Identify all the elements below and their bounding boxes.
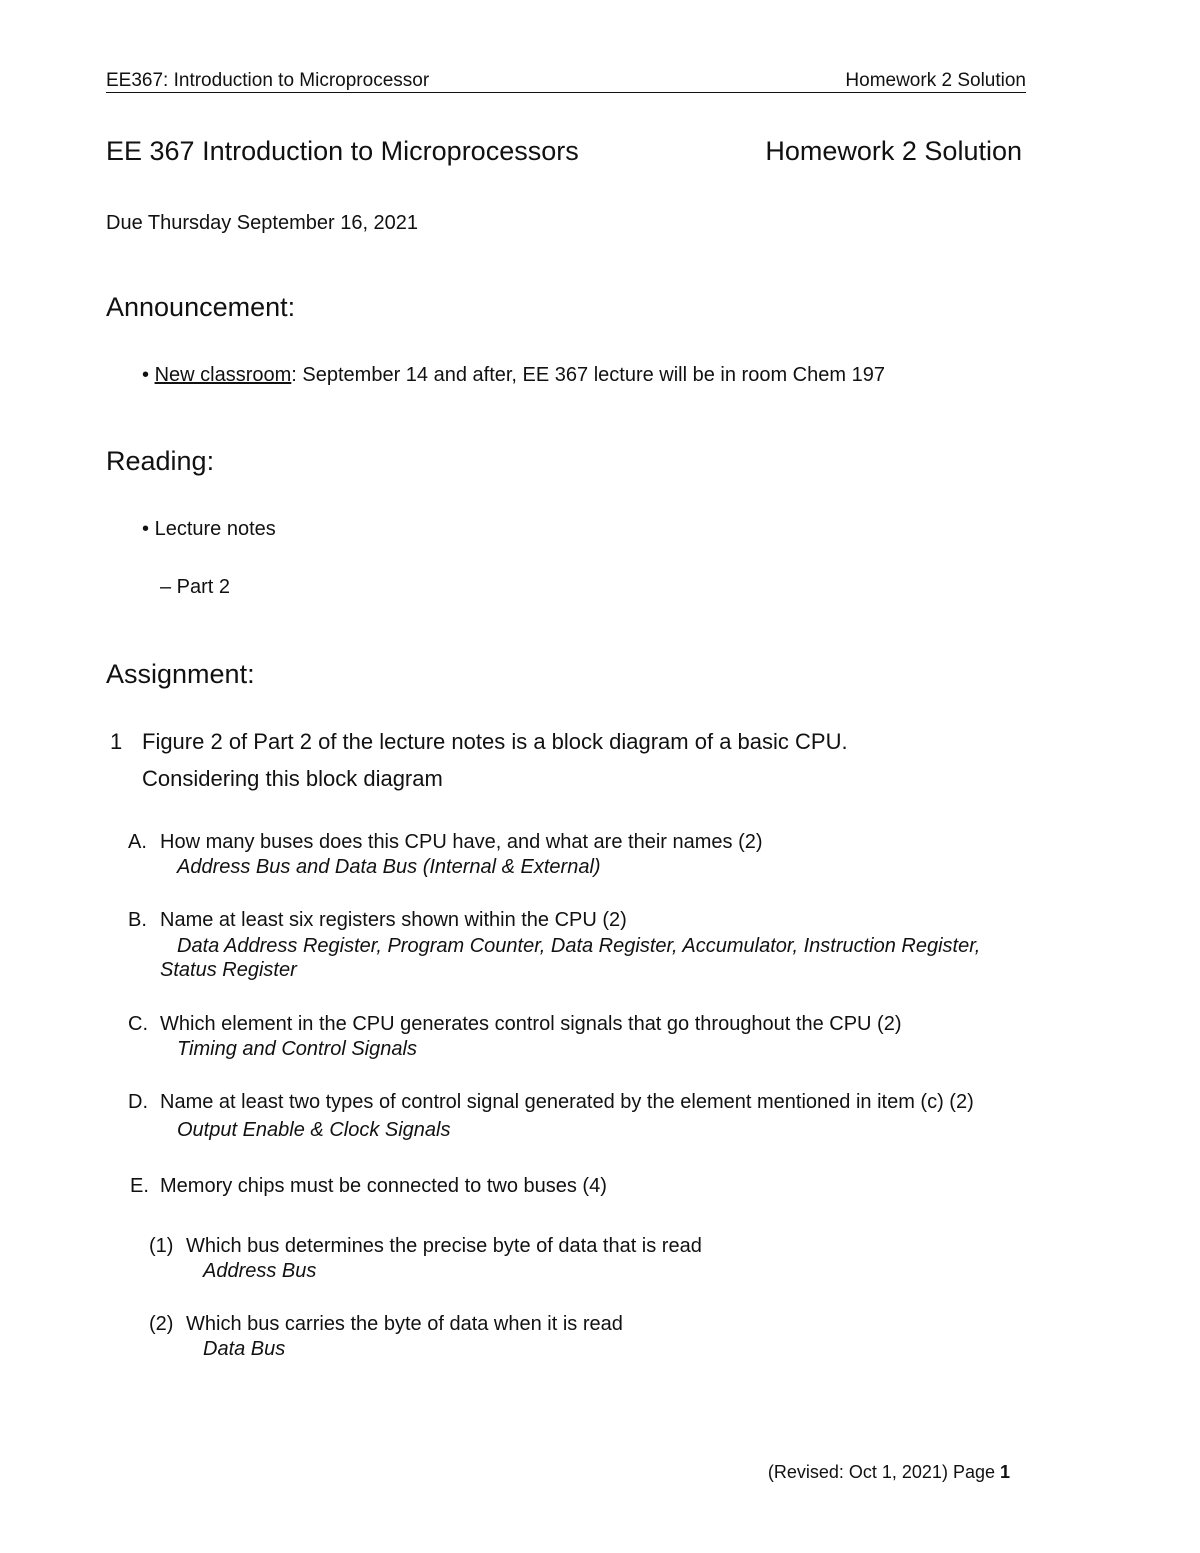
part-b-answer-line2: Status Register xyxy=(160,959,297,981)
part-e-sub1-answer: Address Bus xyxy=(203,1260,317,1282)
question-text-line1: Figure 2 of Part 2 of the lecture notes is a block diagram of a basic CPU. xyxy=(142,729,848,754)
part-b-label: B. xyxy=(128,909,147,931)
part-d-answer: Output Enable & Clock Signals xyxy=(177,1119,451,1141)
page-footer xyxy=(768,1462,1010,1483)
title-row xyxy=(106,136,1022,172)
part-a-answer: Address Bus and Data Bus (Internal & External) xyxy=(177,856,601,878)
announcement-heading: Announcement: xyxy=(106,292,296,322)
part-c-answer: Timing and Control Signals xyxy=(177,1038,417,1060)
part-e-sub1-label: (1) xyxy=(149,1235,174,1257)
part-b-question: Name at least six registers shown within the CPU (2) xyxy=(160,909,627,931)
question-text-line2: Considering this block diagram xyxy=(142,766,443,791)
running-header-course: EE367: Introduction to Microprocessor xyxy=(106,70,430,91)
reading-item-text: Lecture notes xyxy=(154,518,276,540)
part-a-question: How many buses does this CPU have, and what are their names (2) xyxy=(160,831,763,853)
part-d-label: D. xyxy=(128,1091,148,1113)
part-e-sub1-question: Which bus determines the precise byte of data that is read xyxy=(186,1235,702,1257)
part-e-label: E. xyxy=(130,1175,149,1197)
page-title: EE 367 Introduction to Microprocessors xyxy=(106,136,579,166)
part-c-question: Which element in the CPU generates control signals that go throughout the CPU (2) xyxy=(160,1013,902,1035)
bullet-icon: • xyxy=(142,364,150,386)
question-number: 1 xyxy=(110,729,123,754)
part-e-sub2-answer: Data Bus xyxy=(203,1338,286,1360)
part-b-answer-line1: Data Address Register, Program Counter, Data Register, Accumulator, Instruction Register, xyxy=(177,935,981,957)
due-date: Due Thursday September 16, 2021 xyxy=(106,212,419,234)
part-e-sub2-label: (2) xyxy=(149,1313,174,1335)
page-number: 1 xyxy=(999,1462,1010,1482)
page-subtitle: Homework 2 Solution xyxy=(765,136,1022,166)
part-e-sub2-question: Which bus carries the byte of data when it is read xyxy=(186,1313,623,1335)
assignment-heading: Assignment: xyxy=(106,659,255,689)
reading-heading: Reading: xyxy=(106,446,215,476)
announcement-item xyxy=(142,364,885,387)
bullet-icon: • xyxy=(142,518,150,540)
part-e-question: Memory chips must be connected to two buses (4) xyxy=(160,1175,607,1197)
part-c-label: C. xyxy=(128,1013,148,1035)
announcement-text: : September 14 and after, EE 367 lecture will be in room Chem 197 xyxy=(291,364,885,386)
reading-sub-item: – Part 2 xyxy=(160,576,231,598)
footer-revision: (Revised: Oct 1, 2021) Page xyxy=(767,1462,1000,1482)
part-a-label: A. xyxy=(128,831,147,853)
announcement-link[interactable]: New classroom xyxy=(154,364,292,386)
reading-item xyxy=(142,518,276,541)
part-d-question: Name at least two types of control signal generated by the element mentioned in item (c) (2) xyxy=(160,1091,974,1113)
running-header-doc: Homework 2 Solution xyxy=(845,70,1026,91)
running-header xyxy=(106,70,1026,93)
